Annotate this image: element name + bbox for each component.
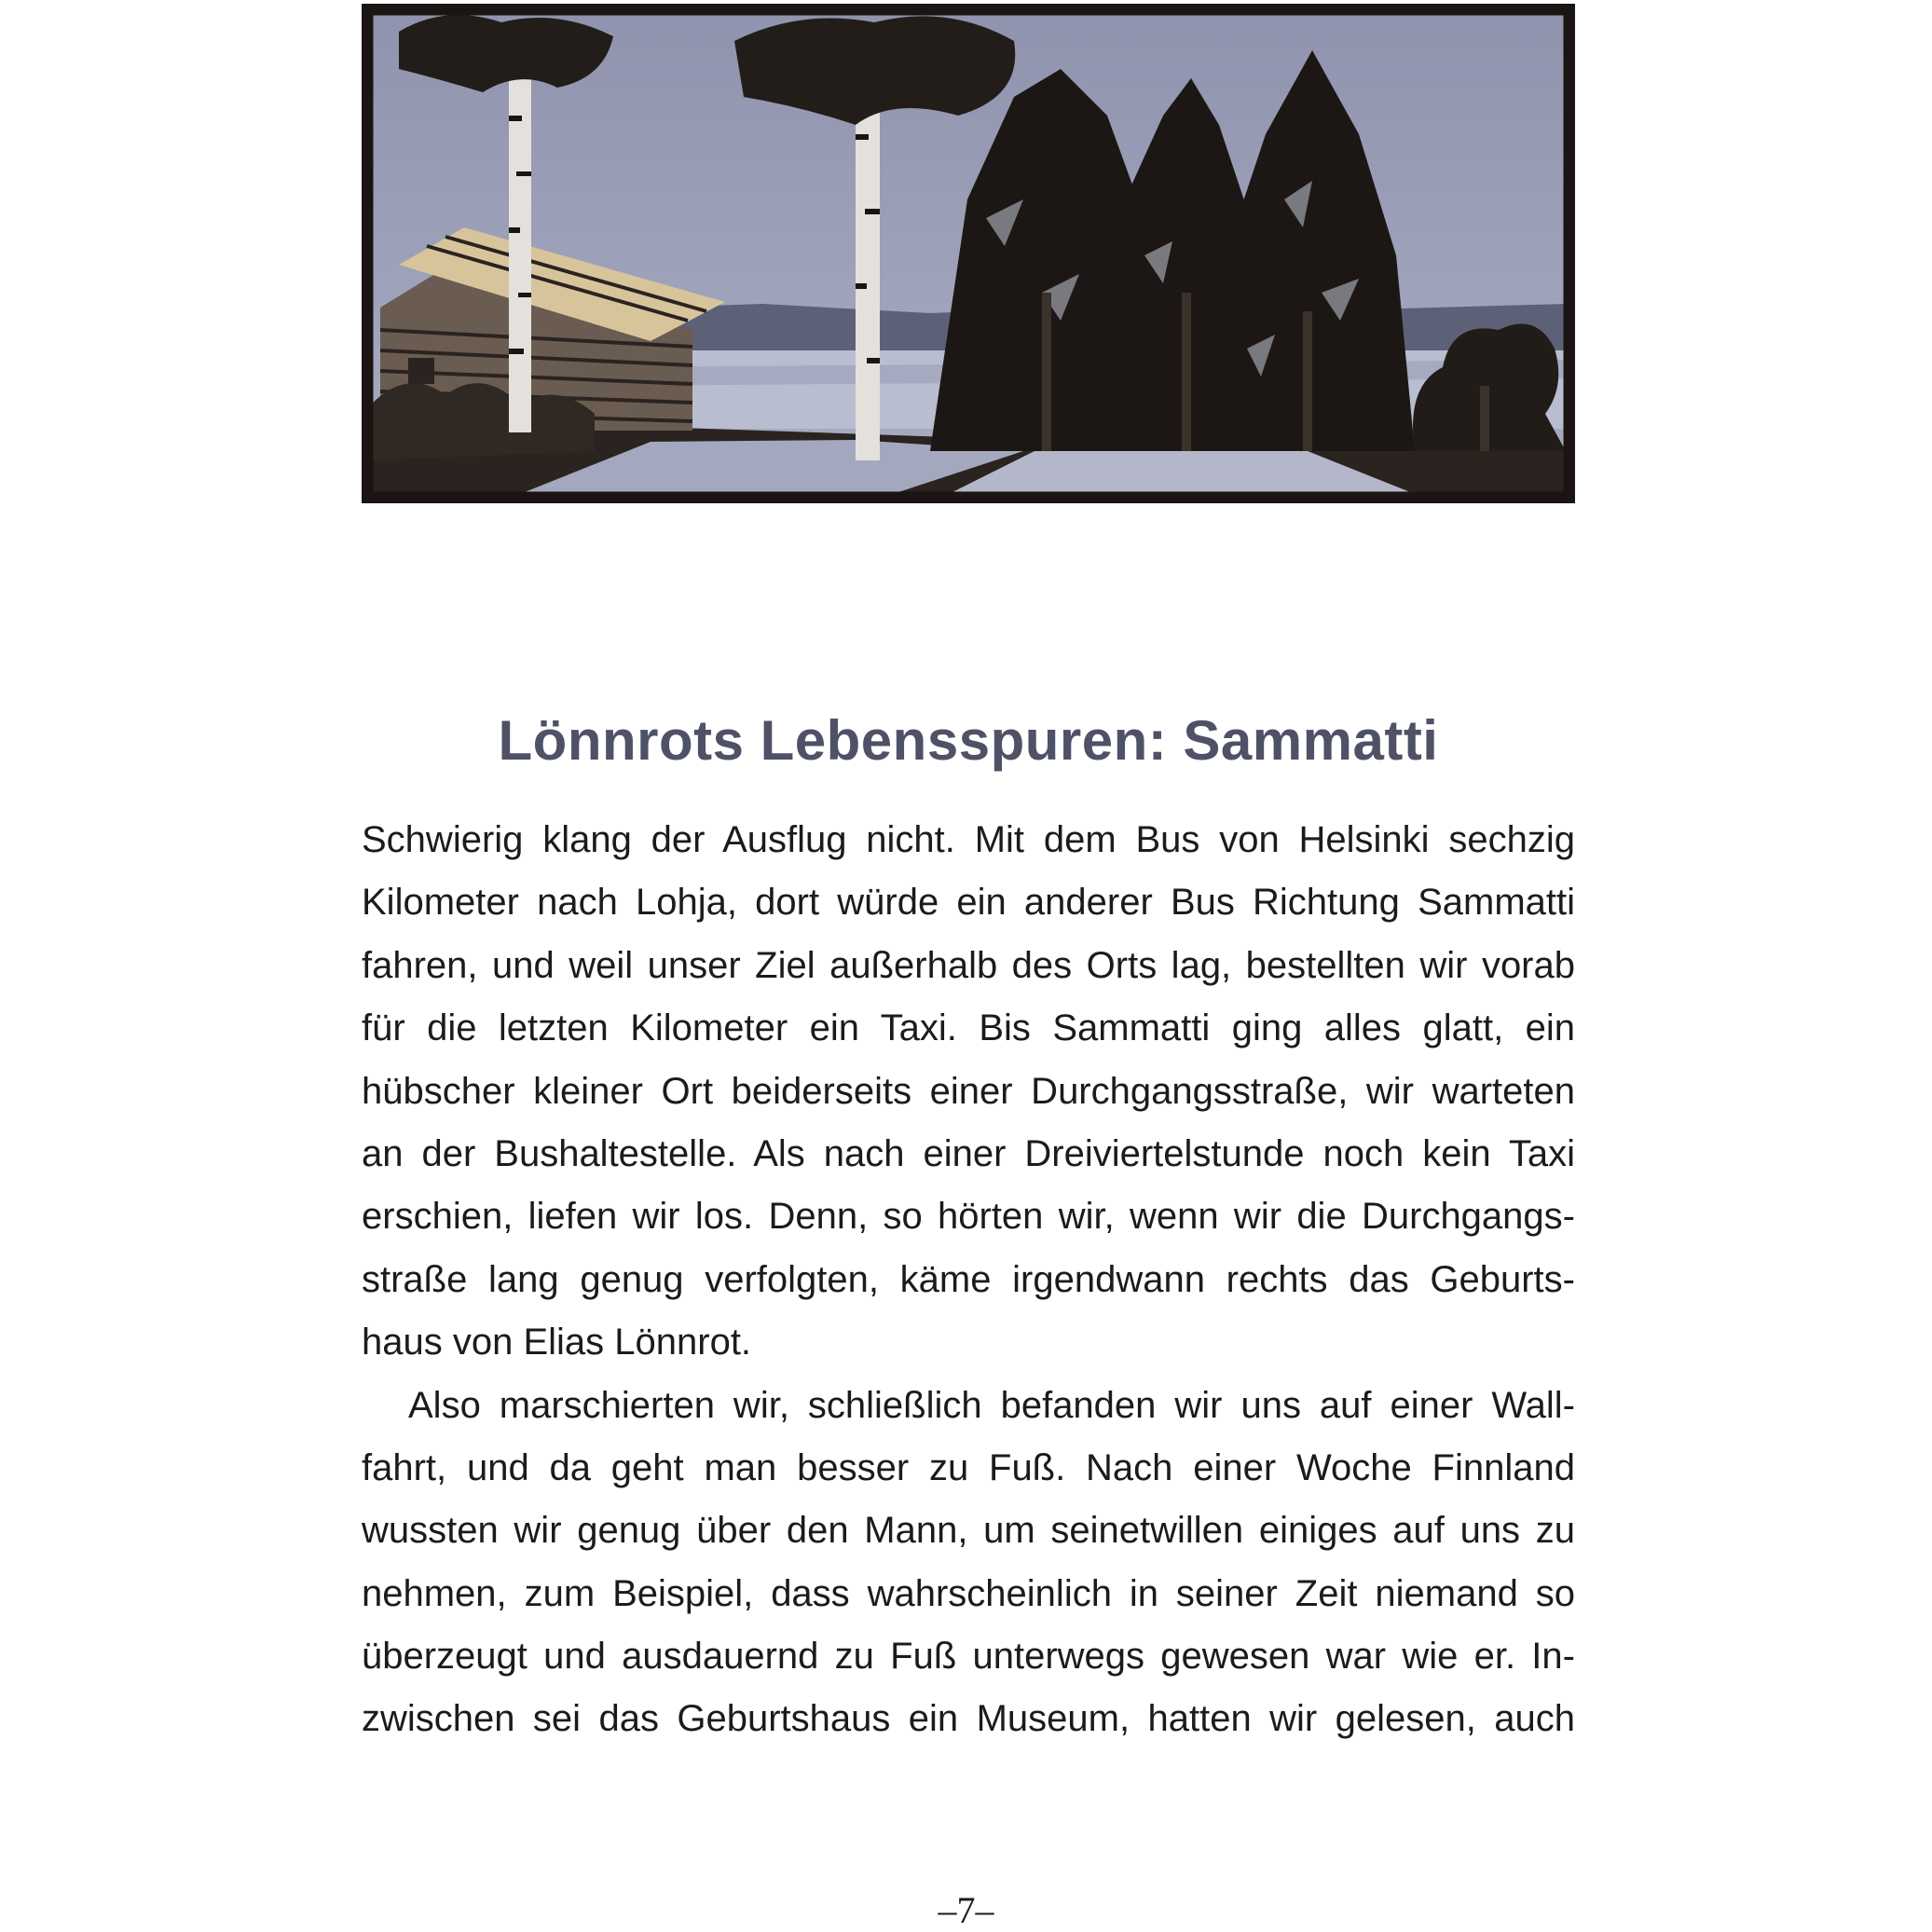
body-text <box>362 809 1575 1751</box>
text-line: straße lang genug verfolgten, käme irgendwann rechts das Geburts- <box>362 1258 1575 1300</box>
chapter-title: Lönnrots Lebensspuren: Sammatti <box>498 709 1439 773</box>
text-line: Kilometer nach Lohja, dort würde ein anderer Bus Richtung Sammatti <box>362 882 1575 924</box>
text-line: wussten wir genug über den Mann, um seinetwillen einiges auf uns zu <box>362 1510 1575 1552</box>
chapter-illustration <box>362 4 1575 503</box>
text-line: Schwierig klang der Ausflug nicht. Mit dem Bus von Helsinki sechzig <box>362 819 1575 860</box>
text-line: nehmen, zum Beispiel, dass wahrscheinlich in seiner Zeit niemand so <box>362 1572 1575 1614</box>
page-number: –7– <box>938 1889 994 1931</box>
text-line: zwischen sei das Geburtshaus ein Museum, hatten wir gelesen, auch <box>362 1698 1575 1740</box>
text-line: fahrt, und da geht man besser zu Fuß. Nach einer Woche Finnland <box>362 1446 1575 1488</box>
landscape-woodcut-icon <box>371 13 1566 494</box>
text-line: haus von Elias Lönnrot. <box>362 1322 752 1363</box>
text-line: erschien, liefen wir los. Denn, so hörten wir, wenn wir die Durchgangs- <box>362 1196 1575 1238</box>
text-line: an der Bushaltestelle. Als nach einer Dreiviertelstunde noch kein Taxi <box>362 1132 1575 1174</box>
text-line: überzeugt und ausdauernd zu Fuß unterwegs gewesen war wie er. In- <box>362 1636 1575 1678</box>
text-line: fahren, und weil unser Ziel außerhalb des Orts lag, bestellten wir vorab <box>362 944 1575 986</box>
text-line: hübscher kleiner Ort beiderseits einer Durchgangsstraße, wir warteten <box>362 1070 1575 1112</box>
text-line: Also marschierten wir, schließlich befanden wir uns auf einer Wall- <box>408 1384 1575 1426</box>
text-line: für die letzten Kilometer ein Taxi. Bis Sammatti ging alles glatt, ein <box>362 1007 1575 1049</box>
